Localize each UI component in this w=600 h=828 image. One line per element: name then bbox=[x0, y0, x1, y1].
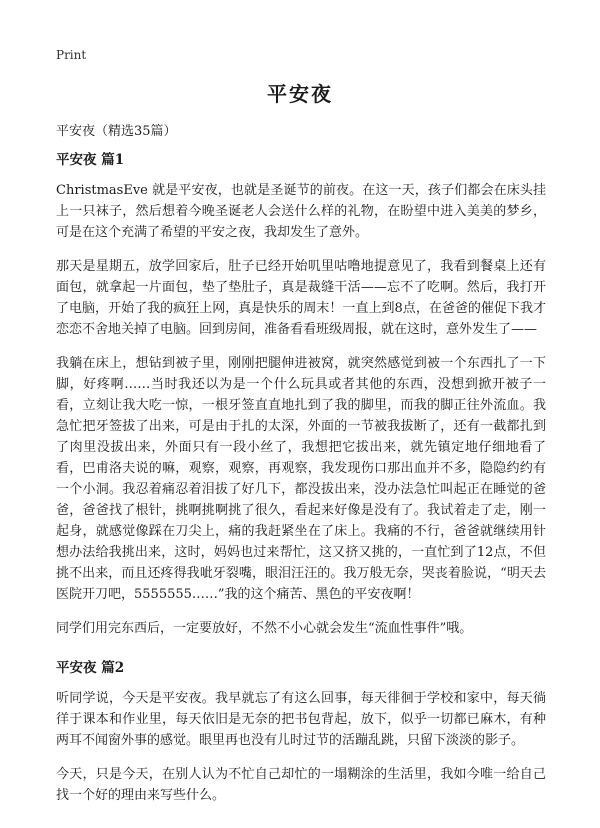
document-content bbox=[56, 148, 546, 819]
section-heading-1: 平安夜 篇1 bbox=[56, 152, 125, 168]
paragraph: ChristmasEve 就是平安夜，也就是圣诞节的前夜。在这一天，孩子们都会在床头挂上一只袜子，然后想着今晚圣诞老人会送什么样的礼物，在盼望中进入美美的梦乡，可是在这个充满了希望的平安之夜，我却发生了意外。 bbox=[56, 183, 546, 240]
paragraph: 今天，只是今天，在别人认为不忙自己却忙的一塌糊涂的生活里，我如今唯一给自己找一个好的理由来写些什么。 bbox=[56, 767, 546, 803]
paragraph: 我躺在床上，想钻到被子里，刚刚把腿伸进被窝，就突然感觉到被一个东西扎了一下脚，好疼啊……当时我还以为是一个什么玩具或者其他的东西，没想到掀开被子一看，立刻让我大吃一惊，一根牙签直直地扎到了我的脚里，而我的脚正往外流血。我急忙把牙签拔了出来，可是由于扎的太深，外面的一节被我拔断了，还有一截都扎到了肉里没拔出来，外面只有一段小丝了，我想把它拔出来，就先镇定地仔细地看了看，巴甫洛夫说的嘛，观察，观察，再观察，我发现伤口那出血并不多，隐隐约约有一个小洞。我忍着痛忍着泪拔了好几下，都没拔出来，没办法急忙叫起正在睡觉的爸爸，爸爸找了根针，挑啊挑啊挑了很久，看起来好像是没有了。我试着走了走，刚一起身，就感觉像踩在刀尖上，痛的我赶紧坐在了床上。我痛的不行，爸爸就继续用针想办法给我挑出来，这时，妈妈也过来帮忙，这又挤又挑的，一直忙到了12点，不但挑不出来，而且还疼得我呲牙裂嘴，眼泪汪汪的。我万般无奈，哭丧着脸说，“明天去医院开刀吧，5555555……”我的这个痛苦、黑色的平安夜啊！ bbox=[56, 356, 546, 602]
paragraph: 听同学说，今天是平安夜。我早就忘了有这么回事，每天徘徊于学校和家中，每天徜徉于课本和作业里，每天依旧是无奈的把书包背起，放下，似乎一切都已麻木，有种两耳不闻窗外事的感觉。眼里再也没有儿时过节的活蹦乱跳，只留下淡淡的影子。 bbox=[56, 691, 546, 748]
document-subtitle: 平安夜（精选35篇） bbox=[56, 124, 177, 139]
page-title: 平安夜 bbox=[267, 82, 333, 106]
section-heading-2: 平安夜 篇2 bbox=[56, 660, 125, 676]
paragraph: 同学们用完东西后，一定要放好，不然不小心就会发生“流血性事件”哦。 bbox=[56, 621, 473, 636]
print-label: Print bbox=[56, 48, 87, 62]
paragraph: 那天是星期五，放学回家后，肚子已经开始叽里咕噜地提意见了，我看到餐桌上还有面包，就拿起一片面包，垫了垫肚子，真是裁缝干活——忘不了吃啊。然后，我打开了电脑，开始了我的疯狂上网，真是快乐的周末！一直上到8点，在爸爸的催促下我才恋恋不舍地关掉了电脑。回到房间，准备看看班级周报，就在这时，意外发生了—— bbox=[56, 259, 546, 337]
